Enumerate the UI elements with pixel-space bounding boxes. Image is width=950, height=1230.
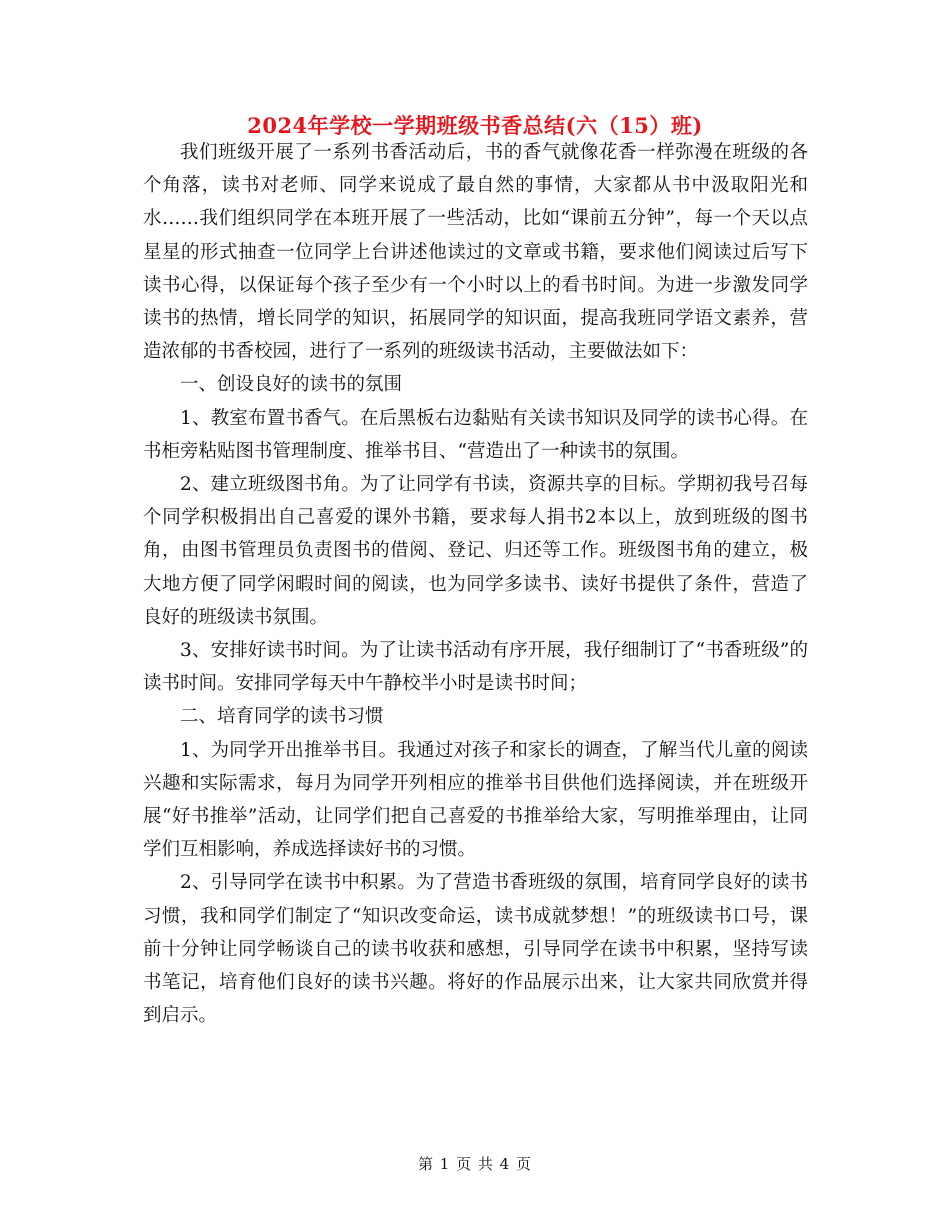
document-title: 2024年学校一学期班级书香总结(六（15）班) [247,113,703,138]
paragraph-1-3: 3、安排好读书时间。为了让读书活动有序开展，我仔细制订了“书香班级”的读书时间。安排同学每天中午静校半小时是读书时间； [143,640,808,695]
page-footer: 第 1 页 共 4 页 [418,1155,532,1173]
section-heading-1: 一、创设良好的读书的氛围 [180,374,403,396]
paragraph-1-1: 1、教室布置书香气。在后黑板右边黏贴有关读书知识及同学的读书心得。在书柜旁粘贴图书管理制度、推举书目、“营造出了一种读书的氛围。 [143,407,808,462]
document-body [143,136,808,1032]
paragraph-2-1: 1、为同学开出推举书目。我通过对孩子和家长的调查，了解当代儿童的阅读兴趣和实际需求，每月为同学开列相应的推举书目供他们选择阅读，并在班级开展“好书推举”活动，让同学们把自己喜爱的书推举给大家，写明推举理由，让同学们互相影响，养成选择读好书的习惯。 [143,739,808,861]
section-heading-2: 二、培育同学的读书习惯 [180,706,384,728]
intro-paragraph: 我们班级开展了一系列书香活动后，书的香气就像花香一样弥漫在班级的各个角落，读书对老师、同学来说成了最自然的事情，大家都从书中汲取阳光和水……我们组织同学在本班开展了一些活动，比如“课前五分钟”，每一个天以点星星的形式抽查一位同学上台讲述他读过的文章或书籍，要求他们阅读过后写下读书心得，以保证每个孩子至少有一个小时以上的看书时间。为进一步激发同学读书的热情，增长同学的知识，拓展同学的知识面，提高我班同学语文素养，营造浓郁的书香校园，进行了一系列的班级读书活动，主要做法如下： [143,142,808,363]
paragraph-1-2: 2、建立班级图书角。为了让同学有书读，资源共享的目标。学期初我号召每个同学积极捐出自己喜爱的课外书籍，要求每人捐书2本以上，放到班级的图书角，由图书管理员负责图书的借阅、登记、归还等工作。班级图书角的建立，极大地方便了同学闲暇时间的阅读，也为同学多读书、读好书提供了条件，营造了良好的班级读书氛围。 [143,474,808,628]
paragraph-2-2: 2、引导同学在读书中积累。为了营造书香班级的氛围，培育同学良好的读书习惯，我和同学们制定了“知识改变命运，读书成就梦想！”的班级读书口号，课前十分钟让同学畅谈自己的读书收获和感想，引导同学在读书中积累，坚持写读书笔记，培育他们良好的读书兴趣。将好的作品展示出来，让大家共同欣赏并得到启示。 [143,872,808,1027]
